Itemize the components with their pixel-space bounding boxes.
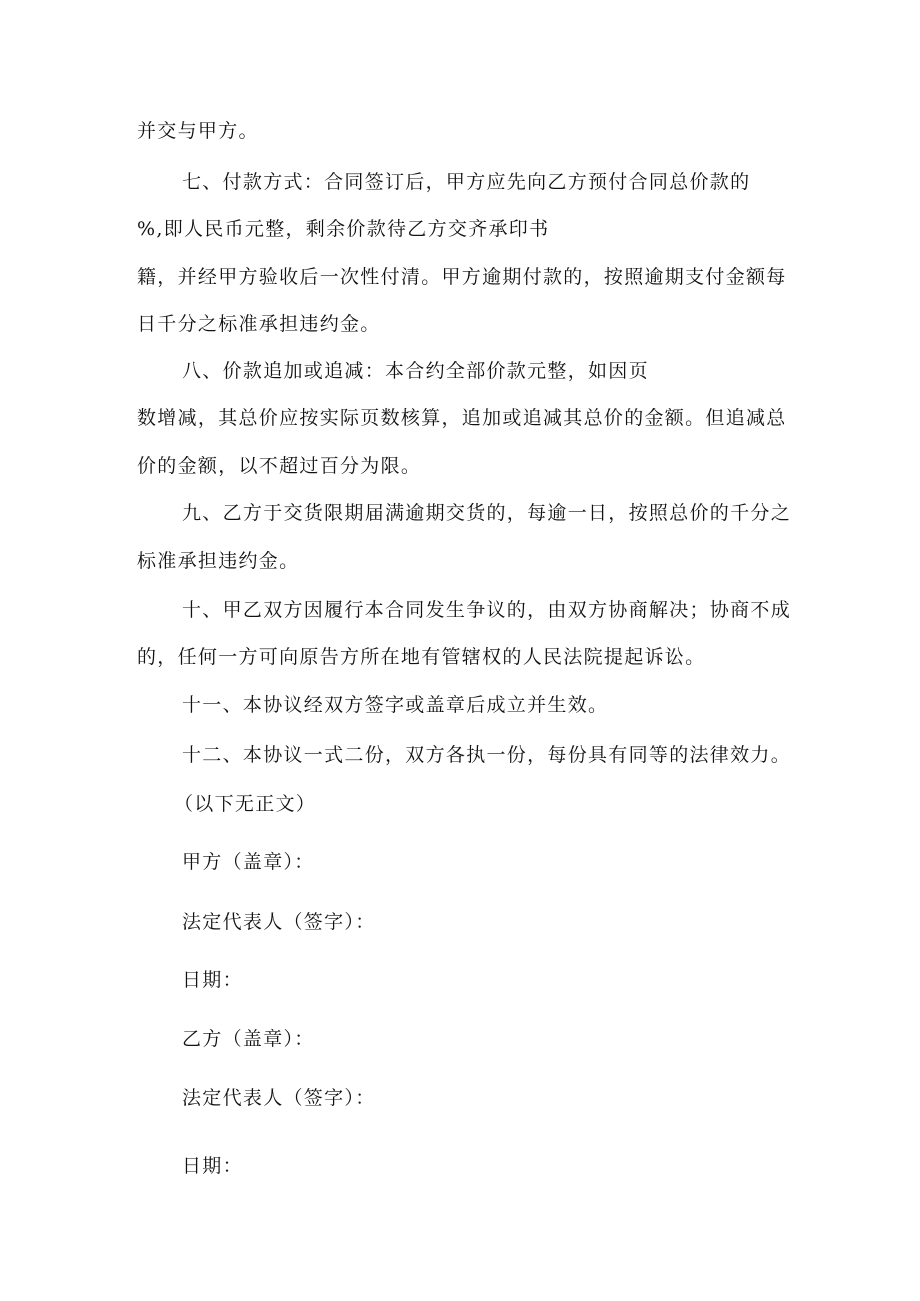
paragraph-line: %,即人民币元整，剩余价款待乙方交齐承印书 [137,218,550,240]
party-b-seal-label: 乙方（盖章）： [182,1028,315,1050]
party-a-representative-label: 法定代表人（签字）： [182,911,376,933]
paragraph-line: 并交与甲方。 [137,120,259,142]
party-b-date-label: 日期： [182,1155,243,1177]
clause-11-line: 十一、本协议经双方签字或盖章后成立并生效。 [182,694,609,716]
clause-8-line: 八、价款追加或追减：本合约全部价款元整，如因页 [182,360,649,382]
party-a-seal-label: 甲方（盖章）： [182,851,315,873]
paragraph-line: 的，任何一方可向原告方所在地有管辖权的人民法院提起诉讼。 [137,646,706,668]
paragraph-line: 籍，并经甲方验收后一次性付清。甲方逾期付款的，按照逾期支付金额每 [137,266,787,288]
clause-10-line: 十、甲乙双方因履行本合同发生争议的，由双方协商解决；协商不成 [182,599,792,621]
party-b-representative-label: 法定代表人（签字）： [182,1087,376,1109]
paragraph-line: 标准承担违约金。 [137,550,300,572]
paragraph-line: 价的金额，以不超过百分为限。 [137,455,422,477]
clause-9-line: 九、乙方于交货限期届满逾期交货的，每逾一日，按照总价的千分之 [182,502,792,524]
paragraph-line: 数增减，其总价应按实际页数核算，追加或追减其总价的金额。但追减总 [137,407,787,429]
party-a-date-label: 日期： [182,969,243,991]
paragraph-line: 日千分之标准承担违约金。 [137,313,381,335]
clause-7-line: 七、付款方式：合同签订后，甲方应先向乙方预付合同总价款的 [182,171,751,193]
no-further-text-note: （以下无正文） [174,793,317,815]
clause-12-line: 十二、本协议一式二份，双方各执一份，每份具有同等的法律效力。 [182,744,792,766]
